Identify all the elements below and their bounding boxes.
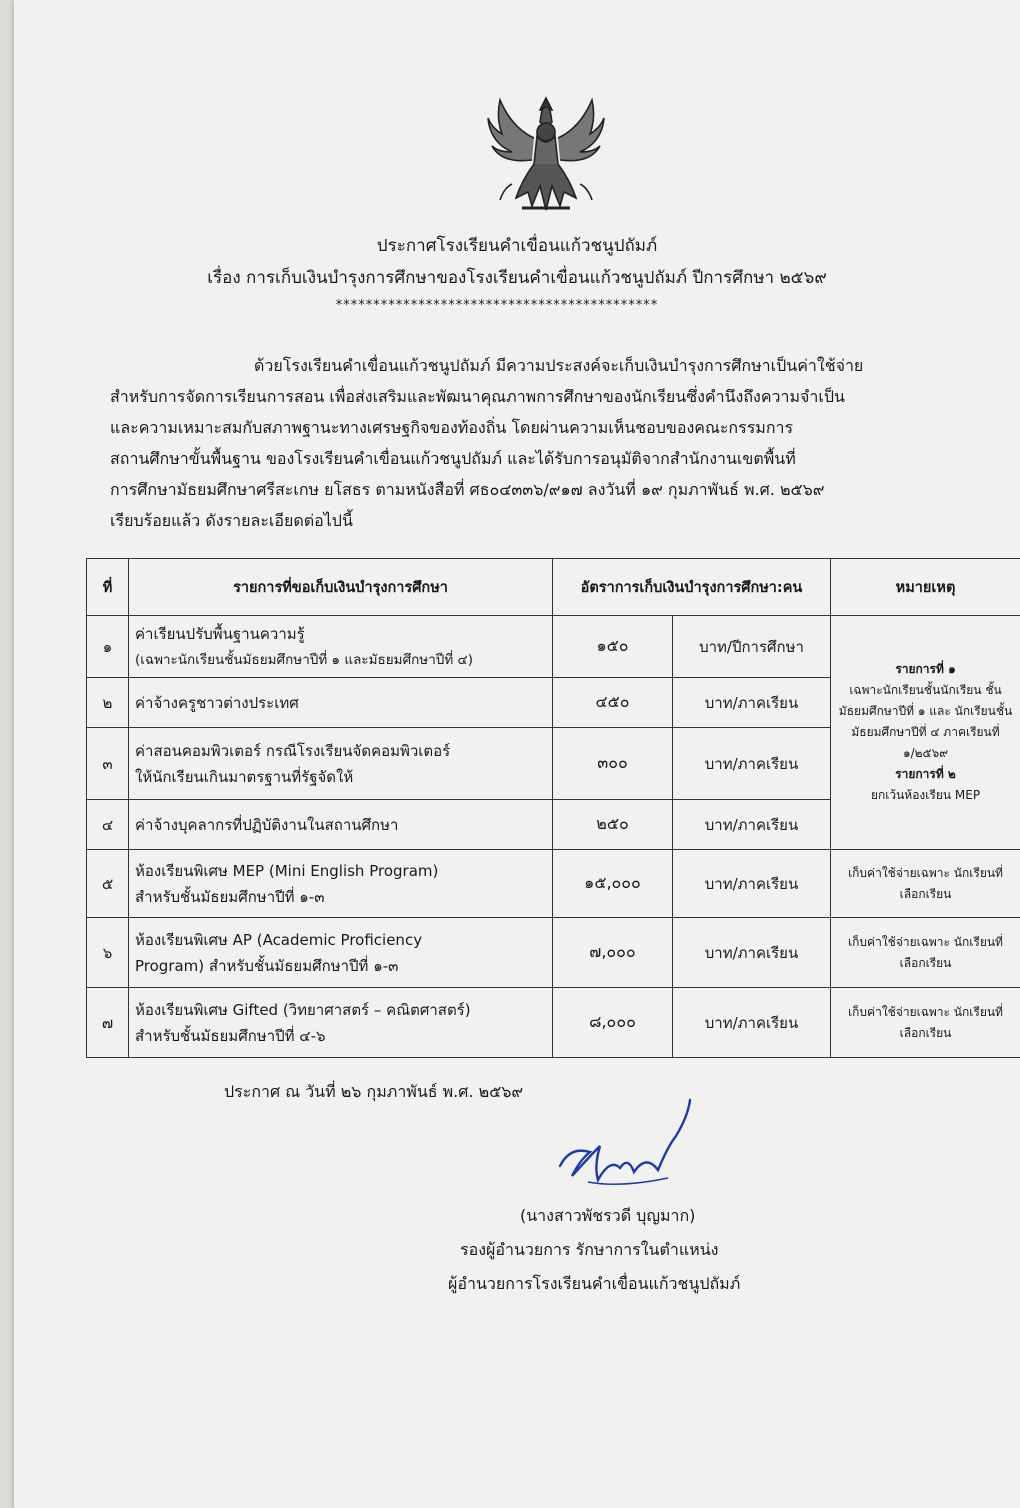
row-no: ๖ — [87, 918, 129, 988]
body-paragraph — [110, 350, 970, 536]
row-item — [129, 800, 553, 850]
row-unit: บาท/ภาคเรียน — [673, 728, 831, 800]
merged-note-cell — [831, 616, 1020, 850]
row-amount: ๑๕,๐๐๐ — [553, 850, 673, 918]
note-label-2: รายการที่ ๒ — [895, 767, 956, 781]
row-amount: ๑๕๐ — [553, 616, 673, 678]
row-item — [129, 988, 553, 1058]
signer-position-1: รองผู้อำนวยการ รักษาการในตำแหน่ง — [460, 1240, 719, 1259]
row-item-line2: ให้นักเรียนเกินมาตรฐานที่รัฐจัดให้ — [135, 767, 354, 786]
row-unit: บาท/ภาคเรียน — [673, 918, 831, 988]
table-row — [87, 850, 1020, 918]
row-no: ๕ — [87, 850, 129, 918]
table-row — [87, 616, 1020, 678]
row-note: เก็บค่าใช้จ่ายเฉพาะ นักเรียนที่เลือกเรียน — [831, 850, 1020, 918]
row-item-line1: ค่าสอนคอมพิวเตอร์ กรณีโรงเรียนจัดคอมพิวเตอร์ — [135, 741, 451, 760]
note-label-1: รายการที่ ๑ — [895, 662, 956, 676]
header-rate: อัตราการเก็บเงินบำรุงการศึกษา:คน — [553, 559, 831, 616]
row-item-line1: ห้องเรียนพิเศษ Gifted (วิทยาศาสตร์ – คณิตศาสตร์) — [135, 1000, 471, 1019]
row-amount: ๗,๐๐๐ — [553, 918, 673, 988]
row-item-line1: ค่าจ้างครูชาวต่างประเทศ — [135, 693, 299, 712]
row-no: ๗ — [87, 988, 129, 1058]
body-line: ด้วยโรงเรียนคำเขื่อนแก้วชนูปถัมภ์ มีความประสงค์จะเก็บเงินบำรุงการศึกษาเป็นค่าใช้จ่าย — [254, 356, 864, 375]
signature-icon — [550, 1096, 700, 1192]
table-row — [87, 988, 1020, 1058]
row-item-line2: Program) สำหรับชั้นมัธยมศึกษาปีที่ ๑-๓ — [135, 956, 399, 975]
body-line: เรียบร้อยแล้ว ดังรายละเอียดต่อไปนี้ — [110, 511, 353, 530]
row-note: เก็บค่าใช้จ่ายเฉพาะ นักเรียนที่เลือกเรียน — [831, 988, 1020, 1058]
row-note: เก็บค่าใช้จ่ายเฉพาะ นักเรียนที่เลือกเรียน — [831, 918, 1020, 988]
row-item-line2: สำหรับชั้นมัธยมศึกษาปีที่ ๑-๓ — [135, 887, 325, 906]
row-unit: บาท/ปีการศึกษา — [673, 616, 831, 678]
document-page — [14, 0, 1020, 1508]
row-item-line2: สำหรับชั้นมัธยมศึกษาปีที่ ๔-๖ — [135, 1026, 326, 1045]
row-unit: บาท/ภาคเรียน — [673, 850, 831, 918]
row-item — [129, 616, 553, 678]
row-unit: บาท/ภาคเรียน — [673, 678, 831, 728]
row-item-line1: ค่าเรียนปรับพื้นฐานความรู้ — [135, 624, 305, 643]
note-text-2: ยกเว้นห้องเรียน MEP — [870, 788, 981, 802]
row-item-line1: ห้องเรียนพิเศษ MEP (Mini English Program) — [135, 861, 439, 880]
body-line: สำหรับการจัดการเรียนการสอน เพื่อส่งเสริมและพัฒนาคุณภาพการศึกษาของนักเรียนซึ่งคำนึงถึงความจำเป็น — [110, 387, 845, 406]
row-unit: บาท/ภาคเรียน — [673, 800, 831, 850]
announcement-subject: เรื่อง การเก็บเงินบำรุงการศึกษาของโรงเรียนคำเขื่อนแก้วชนูปถัมภ์ ปีการศึกษา ๒๕๖๙ — [207, 268, 827, 288]
row-item-line1: ค่าจ้างบุคลากรที่ปฏิบัติงานในสถานศึกษา — [135, 815, 399, 834]
signer-name: (นางสาวพัชรวดี บุญมาก) — [520, 1206, 696, 1225]
row-amount: ๔๕๐ — [553, 678, 673, 728]
row-item — [129, 728, 553, 800]
row-amount: ๒๕๐ — [553, 800, 673, 850]
header-no: ที่ — [87, 559, 129, 616]
table-row — [87, 918, 1020, 988]
row-item — [129, 678, 553, 728]
row-item-line2: (เฉพาะนักเรียนชั้นมัธยมศึกษาปีที่ ๑ และมัธยมศึกษาปีที่ ๔) — [135, 651, 474, 668]
row-amount: ๘,๐๐๐ — [553, 988, 673, 1058]
note-text-1: เฉพาะนักเรียนชั้นนักเรียน ชั้นมัธยมศึกษาปีที่ ๑ และ นักเรียนชั้นมัธยมศึกษาปีที่ ๔ ภาคเรียนที่ ๑/๒๕๖๙ — [838, 683, 1013, 760]
row-item — [129, 850, 553, 918]
body-line: และความเหมาะสมกับสภาพฐานะทางเศรษฐกิจของท้องถิ่น โดยผ่านความเห็นชอบของคณะกรรมการ — [110, 418, 794, 437]
body-line: สถานศึกษาขั้นพื้นฐาน ของโรงเรียนคำเขื่อนแก้วชนูปถัมภ์ และได้รับการอนุมัติจากสำนักงานเขตพื้นที่ — [110, 449, 796, 468]
signer-position-2: ผู้อำนวยการโรงเรียนคำเขื่อนแก้วชนูปถัมภ์ — [448, 1274, 741, 1293]
header-item: รายการที่ขอเก็บเงินบำรุงการศึกษา — [129, 559, 553, 616]
announce-date: ประกาศ ณ วันที่ ๒๖ กุมภาพันธ์ พ.ศ. ๒๕๖๙ — [224, 1082, 524, 1101]
row-no: ๒ — [87, 678, 129, 728]
row-unit: บาท/ภาคเรียน — [673, 988, 831, 1058]
announcement-title: ประกาศโรงเรียนคำเขื่อนแก้วชนูปถัมภ์ — [376, 236, 658, 256]
row-no: ๓ — [87, 728, 129, 800]
row-amount: ๓๐๐ — [553, 728, 673, 800]
garuda-emblem-icon — [482, 88, 610, 218]
table-header-row — [87, 559, 1020, 616]
divider-stars: ******************************************* — [335, 298, 659, 313]
fee-table — [86, 558, 1020, 1058]
body-line: การศึกษามัธยมศึกษาศรีสะเกษ ยโสธร ตามหนังสือที่ ศธ๐๔๓๓๖/๙๑๗ ลงวันที่ ๑๙ กุมภาพันธ์ พ.ศ. ๒๕๖๙ — [110, 480, 825, 499]
row-item — [129, 918, 553, 988]
row-item-line1: ห้องเรียนพิเศษ AP (Academic Proficiency — [135, 930, 423, 949]
row-no: ๑ — [87, 616, 129, 678]
row-no: ๔ — [87, 800, 129, 850]
header-note: หมายเหตุ — [831, 559, 1020, 616]
